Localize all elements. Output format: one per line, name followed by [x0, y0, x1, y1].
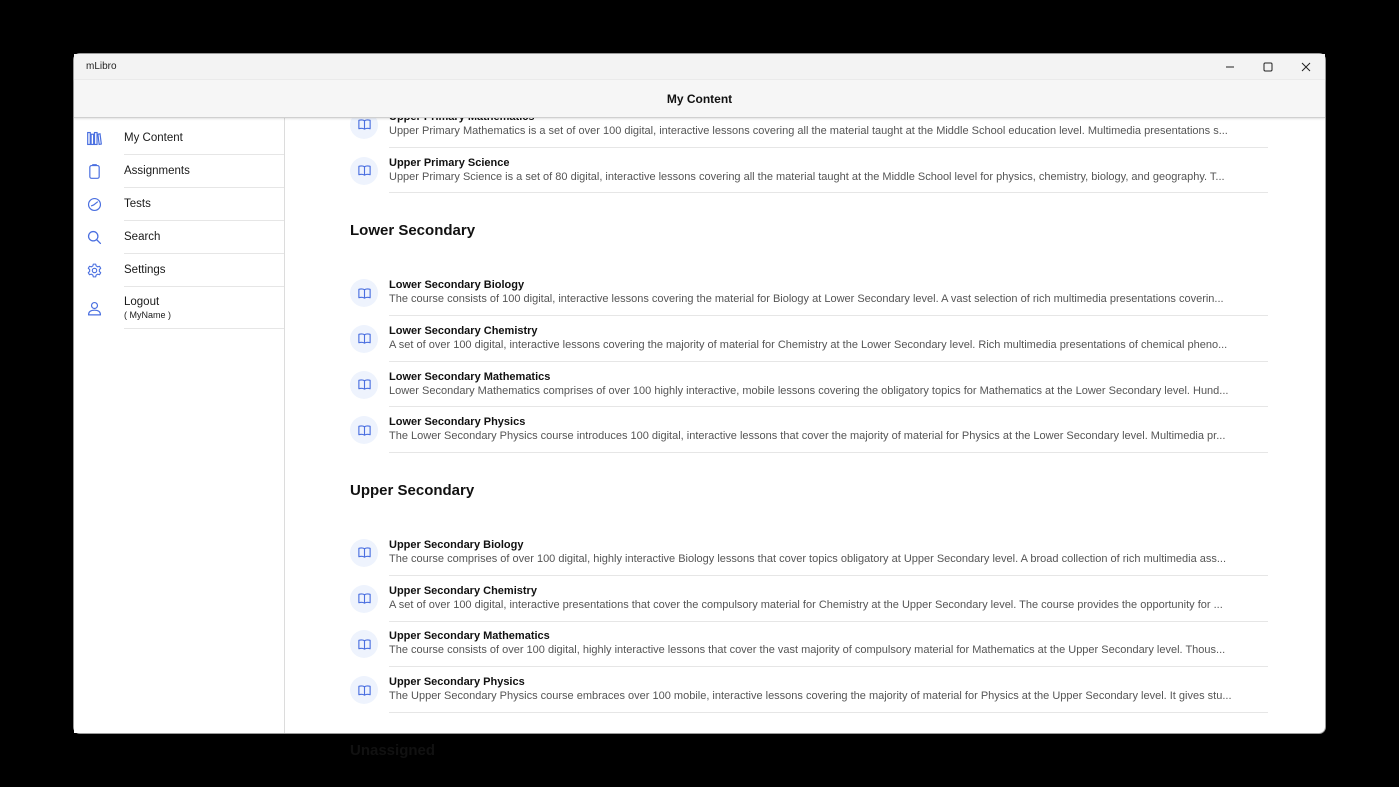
course-description: The course comprises of over 100 digital, highly interactive Biology lessons that cover topics obligatory at Upper Secondary level. A broad collection of rich multimedia ass...: [389, 552, 1227, 565]
course-item[interactable]: [350, 667, 1268, 713]
sidebar-item-label: Settings: [124, 264, 166, 276]
course-item[interactable]: [350, 407, 1268, 453]
course-description: The course consists of 100 digital, interactive lessons covering the material for Biology at Lower Secondary level. A vast selection of rich multimedia presentations coverin...: [389, 293, 1224, 306]
sidebar-item-my-content[interactable]: [74, 122, 284, 155]
maximize-icon: [1263, 62, 1273, 72]
book-icon: [350, 539, 378, 567]
book-icon: [350, 630, 378, 658]
book-icon: [350, 325, 378, 353]
maximize-button[interactable]: [1249, 54, 1287, 79]
course-item[interactable]: [350, 362, 1268, 408]
sidebar-item-settings[interactable]: [74, 254, 284, 287]
course-title: Upper Secondary Physics: [389, 676, 525, 689]
book-icon: [350, 157, 378, 185]
search-icon: [84, 228, 104, 248]
book-icon: [350, 676, 378, 704]
book-icon: [350, 371, 378, 399]
book-icon: [350, 279, 378, 307]
minimize-icon: [1225, 62, 1235, 72]
course-description: Upper Primary Mathematics is a set of over 100 digital, interactive lessons covering all the material taught at the Middle School education level. Multimedia presentations s...: [389, 124, 1228, 137]
course-title: Lower Secondary Physics: [389, 416, 526, 429]
app-window: [73, 53, 1326, 759]
sidebar: [74, 118, 285, 733]
window-controls: [1211, 54, 1325, 79]
content-list[interactable]: [285, 118, 1325, 759]
course-item[interactable]: [350, 622, 1268, 668]
sidebar-item-tests[interactable]: [74, 188, 284, 221]
sidebar-item-search[interactable]: [74, 221, 284, 254]
course-description: Upper Primary Science is a set of 80 digital, interactive lessons covering all the material taught at the Middle School level for physics, chemistry, biology, and geography. T...: [389, 170, 1225, 183]
course-title: Lower Secondary Biology: [389, 279, 525, 292]
gear-icon: [84, 261, 104, 281]
course-item[interactable]: [350, 316, 1268, 362]
sidebar-item-label: Logout: [124, 295, 160, 308]
course-item[interactable]: [350, 576, 1268, 622]
course-title: Upper Secondary Biology: [389, 538, 524, 551]
course-description: A set of over 100 digital, interactive presentations that cover the compulsory material for Chemistry at the Upper Secondary level. The course provides the opportunity for ...: [389, 598, 1223, 611]
course-title: Lower Secondary Mathematics: [389, 370, 551, 383]
sidebar-item-label: My Content: [124, 132, 183, 144]
course-description: The course consists of over 100 digital, highly interactive lessons that cover the vast majority of compulsory material for Mathematics at the Upper Secondary level. Thous...: [389, 644, 1226, 657]
minimize-button[interactable]: [1211, 54, 1249, 79]
course-description: The Lower Secondary Physics course introduces 100 digital, interactive lessons that cover the majority of material for Physics at the Lower Secondary level. Multimedia pr...: [389, 430, 1226, 443]
library-icon: [84, 129, 104, 149]
section-title-lower-secondary: Lower Secondary: [350, 222, 476, 240]
section-title-unassigned: Unassigned: [350, 741, 436, 759]
app-title: mLibro: [86, 61, 117, 72]
book-icon: [350, 416, 378, 444]
user-name: ( MyName ): [124, 309, 171, 320]
course-title: Upper Secondary Mathematics: [389, 630, 550, 643]
sidebar-item-label: Assignments: [124, 165, 190, 177]
section-title-upper-secondary: Upper Secondary: [350, 482, 475, 500]
sidebar-item-assignments[interactable]: [74, 155, 284, 188]
course-item[interactable]: [350, 530, 1268, 576]
course-description: Lower Secondary Mathematics comprises of over 100 highly interactive, mobile lessons covering the obligatory topics for Mathematics at the Lower Secondary level. Hund...: [389, 384, 1229, 397]
user-icon: [84, 298, 104, 318]
course-description: A set of over 100 digital, interactive lessons covering the majority of material for Chemistry at the Lower Secondary level. Rich multimedia presentations of chemical pheno...: [389, 338, 1228, 351]
content-scroll-area: [350, 102, 1268, 773]
page-header: [74, 80, 1325, 118]
sidebar-item-label: Tests: [124, 198, 151, 210]
close-button[interactable]: [1287, 54, 1325, 79]
book-icon: [350, 585, 378, 613]
sidebar-item-logout[interactable]: [74, 287, 284, 329]
course-title: Upper Primary Science: [389, 156, 510, 169]
course-description: The Upper Secondary Physics course embraces over 100 mobile, interactive lessons covering the majority of material for Physics at the Upper Secondary level. It gives stu...: [389, 690, 1232, 703]
page-title: My Content: [666, 91, 733, 106]
course-item[interactable]: [350, 148, 1268, 194]
clipboard-icon: [84, 162, 104, 182]
title-bar[interactable]: [74, 54, 1325, 80]
course-item[interactable]: [350, 270, 1268, 316]
close-icon: [1301, 62, 1311, 72]
course-title: Upper Secondary Chemistry: [389, 584, 537, 597]
course-title: Lower Secondary Chemistry: [389, 324, 538, 337]
check-circle-icon: [84, 195, 104, 215]
sidebar-item-label: Search: [124, 231, 161, 243]
